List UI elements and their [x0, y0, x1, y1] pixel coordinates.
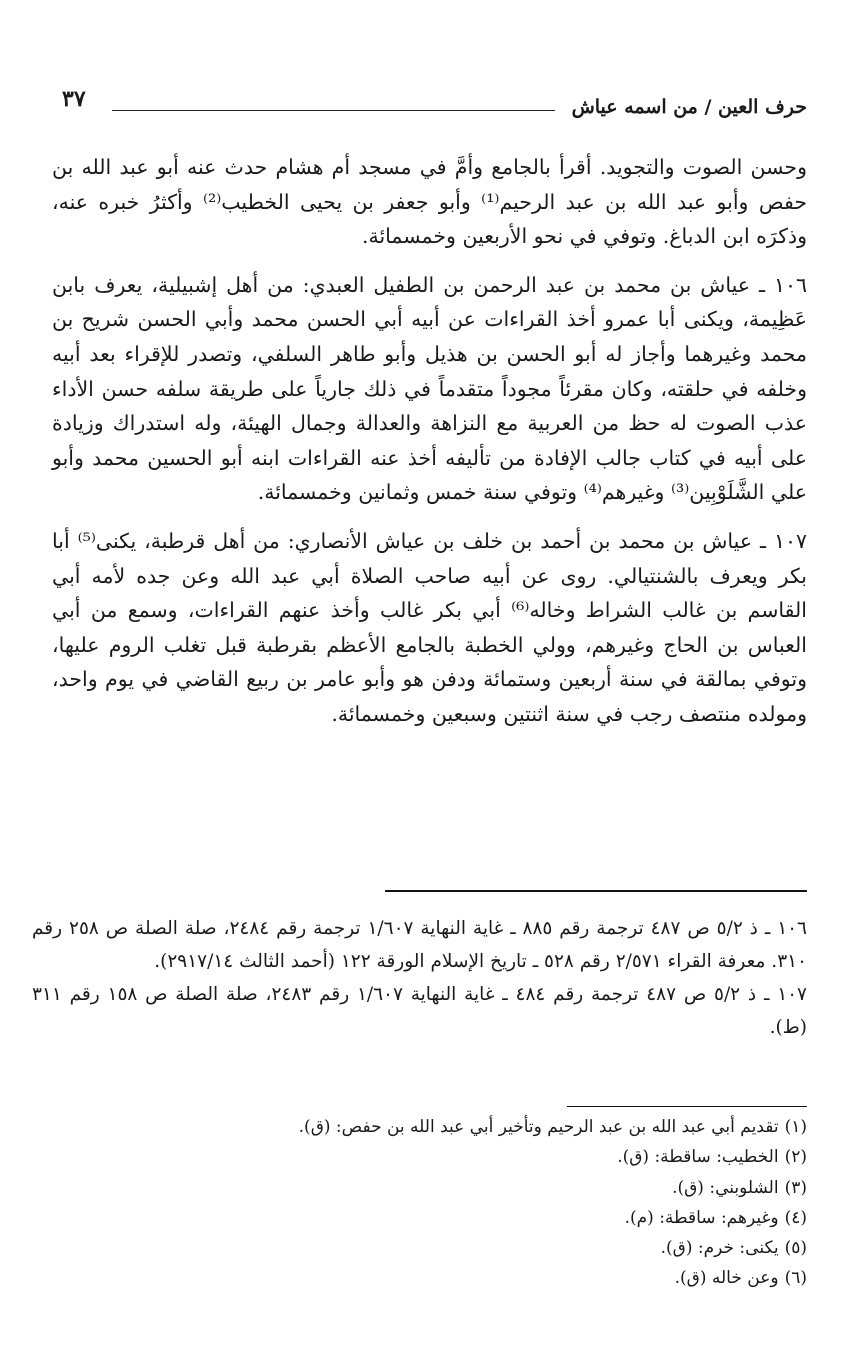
entry-text: عياش بن محمد بن عبد الرحمن بن الطفيل العبدي: من أهل إشبيلية، يعرف بابن عَظِيمة، ويكنى أبا عمرو أخذ القراءات عن أبيه أبي الحسن محمد وأبي الحسن شريح بن محمد وغيرهما وأجاز له أبو الحسن بن هذيل وأبو طاهر السلفي، وتصدر للإقراء بعد أبيه وخلفه في حلقته، وكان مقرئاً مجوداً متقدماً في ذلك جارياً على طريقة سلفه حسن الأداء عذب الصوت له حظ من العربية مع النزاهة والعدالة وجمال الهيئة، وله استدراك وزيادة على أبيه في كتاب جالب الإفادة من تأليفه أخذ عنه القراءات ابنه أبو الحسين محمد وأبو علي الشَّلَوْبِين⁽³⁾ وغيرهم⁽⁴⁾ وتوفي سنة خمس وثمانين وخمسمائة. [52, 272, 807, 505]
entry-text: عياش بن محمد بن أحمد بن خلف بن عياش الأنصاري: من أهل قرطبة، يكنى⁽⁵⁾ أبا بكر ويعرف بالشنتيالي. روى عن أبيه صاحب الصلاة أبي عبد الله وعن جده لأمه أبي القاسم بن غالب الشراط وخاله⁽⁶⁾ أبي بكر غالب وأخذ عنهم القراءات، وسمع من أبي العباس بن الحاج وغيرهم، وولي الخطبة بالجامع الأعظم بقرطبة قبل تغلب الروم عليها، وتوفي بمالقة في سنة أربعين وستمائة ودفن هو وأبو عامر بن ربيع القاضي في يوم واحد، ومولده منتصف رجب في سنة اثنتين وسبعين وخمسمائة. [52, 528, 807, 726]
reference-106: ١٠٦ ـ ذ ٥/٢ ص ٤٨٧ ترجمة رقم ٨٨٥ ـ غاية النهاية ١/٦٠٧ ترجمة رقم ٢٤٨٤، صلة الصلة ص ٢٥٨ رقم ٣١٠. معرفة القراء ٢/٥٧١ رقم ٥٢٨ ـ تاريخ الإسلام الورقة ١٢٢ (أحمد الثالث ٢٩١٧/١٤). [32, 918, 807, 972]
footnote-text: وعن خاله (ق). [674, 1268, 779, 1289]
footnote-text: وغيرهم: ساقطة: (م). [624, 1207, 779, 1228]
footnote [100, 1203, 807, 1233]
footnote-mark: (٦) [784, 1268, 807, 1289]
footnote [100, 1142, 807, 1172]
footnote-mark: (٥) [784, 1238, 807, 1259]
entry-number: ١٠٧ ـ [760, 528, 807, 553]
page-number: ٣٧ [62, 86, 86, 112]
footnote-text: الشلوبني: (ق). [672, 1177, 779, 1198]
running-header [62, 82, 807, 122]
paragraph-continuation: وحسن الصوت والتجويد. أقرأ بالجامع وأمَّ في مسجد أم هشام حدث عنه أبو عبد الله بن حفص وأبو عبد الله بن عبد الرحيم⁽¹⁾ وأبو جعفر بن يحيى الخطيب⁽²⁾ وأكثرُ خبره عنه، وذكرَه ابن الدباغ. وتوفي في نحو الأربعين وخمسمائة. [52, 155, 807, 249]
footnote-mark: (٢) [784, 1147, 807, 1168]
footnote-mark: (٣) [784, 1177, 807, 1198]
footnote [100, 1112, 807, 1142]
footnote-text: الخطيب: ساقطة: (ق). [617, 1147, 779, 1168]
entry-106 [52, 268, 807, 510]
footnote-mark: (١) [784, 1117, 807, 1137]
main-text [52, 150, 807, 732]
references [32, 912, 807, 1044]
footnote-text: يكنى: خرم: (ق). [660, 1238, 779, 1259]
reference-107: ١٠٧ ـ ذ ٥/٢ ص ٤٨٧ ترجمة رقم ٤٨٤ ـ غاية النهاية ١/٦٠٧ رقم ٢٤٨٣، صلة الصلة ص ١٥٨ رقم ٣١١ (ط). [32, 984, 807, 1038]
footnotes-rule [567, 1106, 807, 1107]
entry-number: ١٠٦ ـ [758, 272, 807, 297]
footnote-text: تقديم أبي عبد الله بن عبد الرحيم وتأخير أبي عبد الله بن حفص: (ق). [298, 1117, 779, 1137]
entry-107 [52, 524, 807, 732]
footnote [100, 1233, 807, 1263]
running-header-title: حرف العين / من اسمه عياش [571, 96, 807, 118]
footnotes [100, 1112, 807, 1294]
footnote [100, 1173, 807, 1203]
footnote-mark: (٤) [784, 1207, 807, 1228]
footnote [100, 1263, 807, 1293]
header-rule [112, 110, 555, 111]
references-rule [385, 890, 807, 892]
